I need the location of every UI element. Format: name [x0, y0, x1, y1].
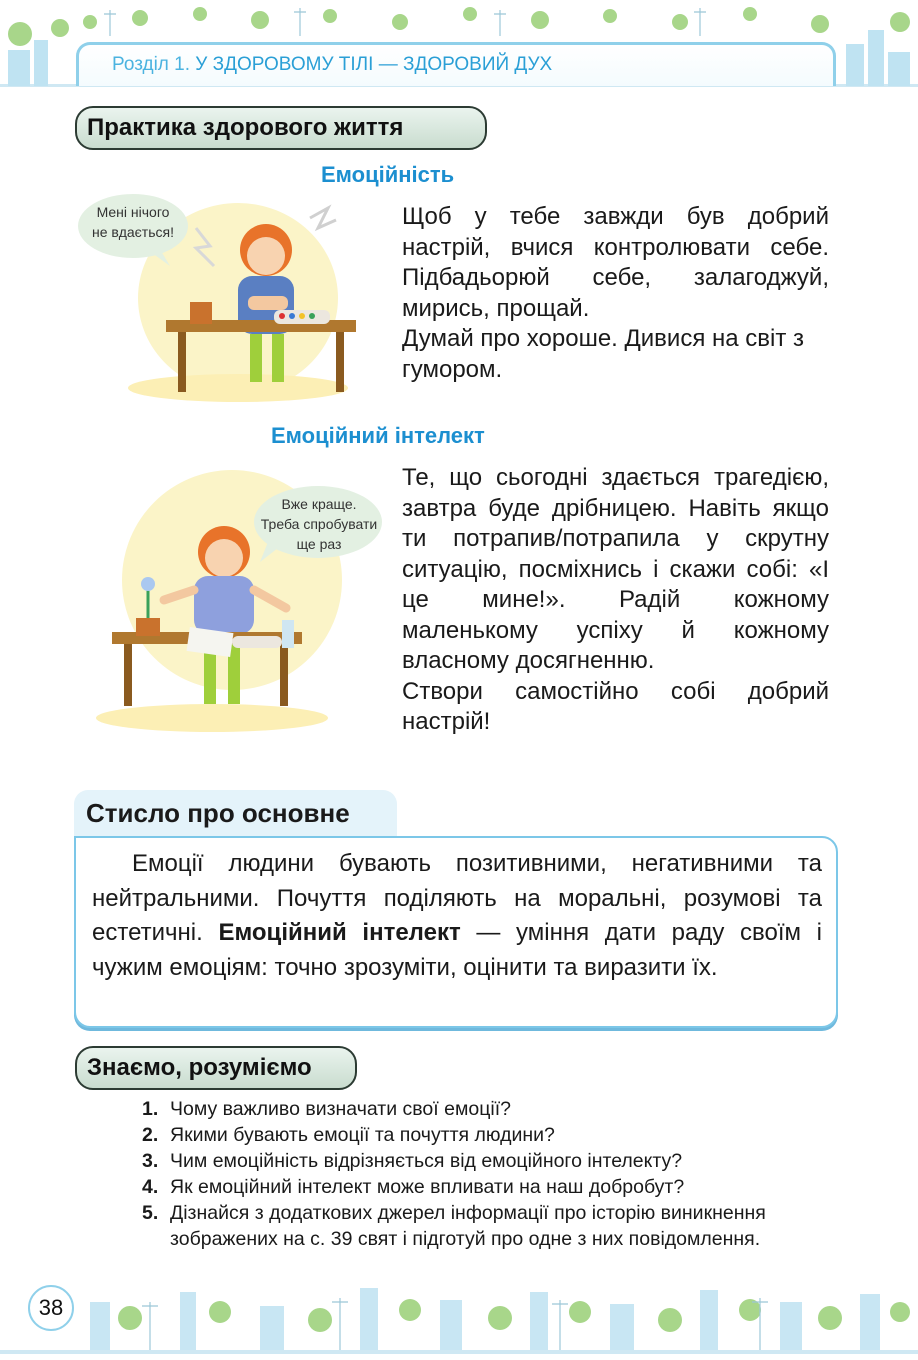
- practice-heading: Практика здорового життя: [75, 106, 487, 150]
- question-text: Якими бувають емоції та почуття людини?: [170, 1124, 555, 1146]
- paragraph: Думай про хороше. Дивися на світ з гумором.: [402, 325, 804, 383]
- question-item: [142, 1096, 842, 1122]
- questions-heading: Знаємо, розуміємо: [75, 1046, 357, 1090]
- question-text: Чому важливо визначати свої емоції?: [170, 1098, 511, 1120]
- speech-bubble-1: [78, 202, 188, 242]
- question-item: [142, 1148, 842, 1174]
- paragraph: Створи самостійно собі добрий настрій!: [402, 677, 829, 735]
- page-number: 38: [28, 1285, 74, 1331]
- emotionality-text: [402, 202, 829, 385]
- speech-bubble-2: [254, 494, 384, 554]
- question-number: 3.: [142, 1150, 159, 1172]
- emotional-intelligence-subheading: Емоційний інтелект: [271, 423, 485, 448]
- bubble-line: Мені нічого: [96, 204, 170, 220]
- summary-term: Емоційний інтелект: [218, 919, 461, 946]
- paragraph: Щоб у тебе завжди був добрий настрій, вчися контролювати себе. Підбадьорюй себе, залагоджуй, мирись, прощай.: [402, 203, 829, 322]
- question-text: Чим емоційність відрізняється від емоційного інтелекту?: [170, 1150, 683, 1172]
- summary-text: [92, 847, 822, 985]
- question-text: Як емоційний інтелект може впливати на наш добробут?: [170, 1176, 685, 1198]
- question-text: Дізнайся з додаткових джерел інформації про історію виникнення зображених на с. 39 свят і підготуй про одне з них повідомлення.: [170, 1202, 766, 1250]
- bubble-line: Вже краще.: [281, 496, 357, 512]
- question-number: 1.: [142, 1098, 159, 1120]
- bubble-line: ще раз: [296, 536, 342, 552]
- paragraph: Те, що сьогодні здається трагедією, завтра буде дрібницею. Навіть якщо ти потрапив/потрапила у скрутну ситуацію, посміхнись і скажи собі: «І це мине!». Радій кожному маленькому успіху й кожному власному досягненню.: [402, 464, 829, 674]
- bubble-line: Треба спробувати: [260, 516, 378, 532]
- question-item: [142, 1174, 842, 1200]
- section-title: У ЗДОРОВОМУ ТІЛІ — ЗДОРОВИЙ ДУХ: [195, 54, 553, 75]
- question-item: [142, 1122, 842, 1148]
- summary-part-1: Емоції людини бувають позитивними, негативними та нейтральними. Почуття поділяють на моральні, розумові та естетичні.: [92, 850, 822, 946]
- section-number: Розділ 1.: [112, 54, 191, 75]
- summary-heading: Стисло про основне: [74, 790, 397, 836]
- emotionality-subheading: Емоційність: [321, 162, 455, 187]
- emotional-intelligence-text: [402, 463, 829, 738]
- questions-list: [142, 1096, 842, 1252]
- question-number: 4.: [142, 1176, 159, 1198]
- question-number: 2.: [142, 1124, 159, 1146]
- section-header: [112, 54, 552, 76]
- bubble-line: не вдається!: [92, 224, 174, 240]
- question-number: 5.: [142, 1202, 159, 1224]
- summary-part-2: — уміння дати раду своїм і чужим емоціям: точно зрозуміти, оцінити та виразити їх.: [92, 919, 823, 981]
- bottom-city-decoration: [0, 1262, 918, 1360]
- question-item: [142, 1200, 842, 1252]
